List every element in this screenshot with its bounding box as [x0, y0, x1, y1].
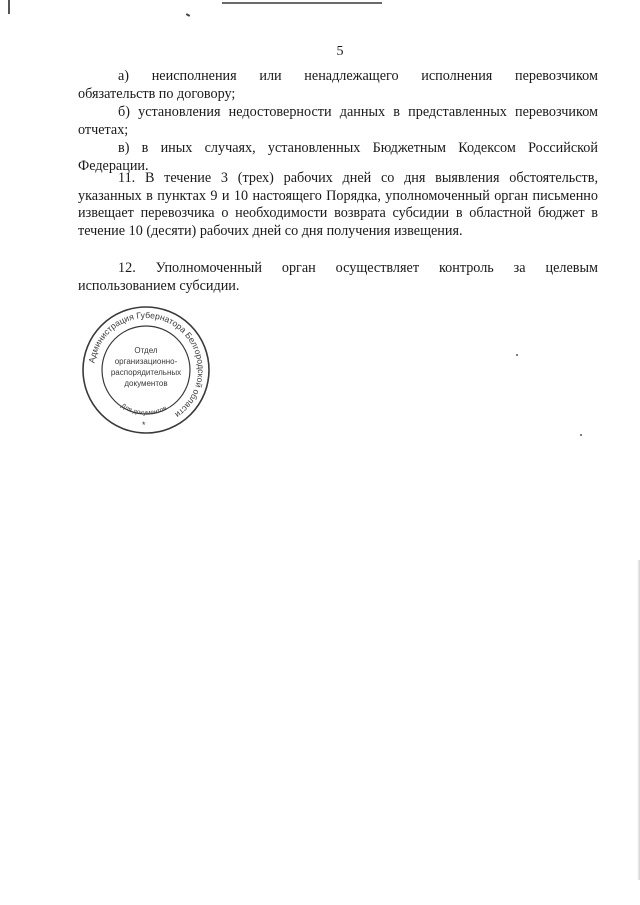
- paragraph-11-first-line: 11. В течение 3 (трех) рабочих дней со дня выявления обстоятельств,: [118, 170, 598, 186]
- scan-top-mark: [222, 2, 382, 4]
- paragraph-c-continuation: Федерации.: [78, 157, 149, 174]
- paragraph-12: [78, 260, 598, 295]
- seal-center-line-3: распорядительных: [110, 368, 182, 377]
- paragraph-b: [78, 104, 598, 139]
- paragraph-a-first-line: а) неисполнения или ненадлежащего исполнения перевозчиком: [118, 68, 598, 84]
- seal-graphic: [80, 304, 212, 436]
- paragraph-12-first-line: 12. Уполномоченный орган осуществляет контроль за целевым: [118, 260, 598, 276]
- seal-center-line-2: организационно-: [114, 357, 178, 366]
- paragraph-11-continuation: указанных в пунктах 9 и 10 настоящего Порядка, уполномоченный орган письменно извещает перевозчика о необходимости возврата субсидии в областной бюджет в течение 10 (десяти) рабочих дней со дня получения извещения.: [78, 187, 598, 239]
- paragraph-b-continuation: отчетах;: [78, 121, 129, 138]
- page-number: 5: [336, 44, 344, 59]
- scan-speck: [580, 434, 582, 436]
- paragraph-11: [78, 170, 598, 240]
- paragraph-c-first-line: в) в иных случаях, установленных Бюджетным Кодексом Российской: [118, 140, 598, 156]
- seal-center-line-1: Отдел: [134, 346, 158, 355]
- paragraph-12-continuation: использованием субсидии.: [78, 277, 240, 294]
- scan-edge-mark: [8, 0, 10, 14]
- paragraph-a-continuation: обязательств по договору;: [78, 85, 236, 102]
- seal-center-line-4: документов: [124, 379, 168, 388]
- scan-tick-mark: [186, 13, 190, 17]
- seal-star: *: [142, 420, 146, 430]
- official-seal-stamp: [80, 304, 212, 436]
- seal-bottom-text: Для документов: [119, 402, 168, 417]
- paragraph-a: [78, 68, 598, 103]
- scan-speck: [516, 354, 518, 356]
- seal-outer-text: Администрация Губернатора Белгородской области: [86, 309, 207, 421]
- paragraph-b-first-line: б) установления недостоверности данных в представленных перевозчиком: [118, 104, 598, 120]
